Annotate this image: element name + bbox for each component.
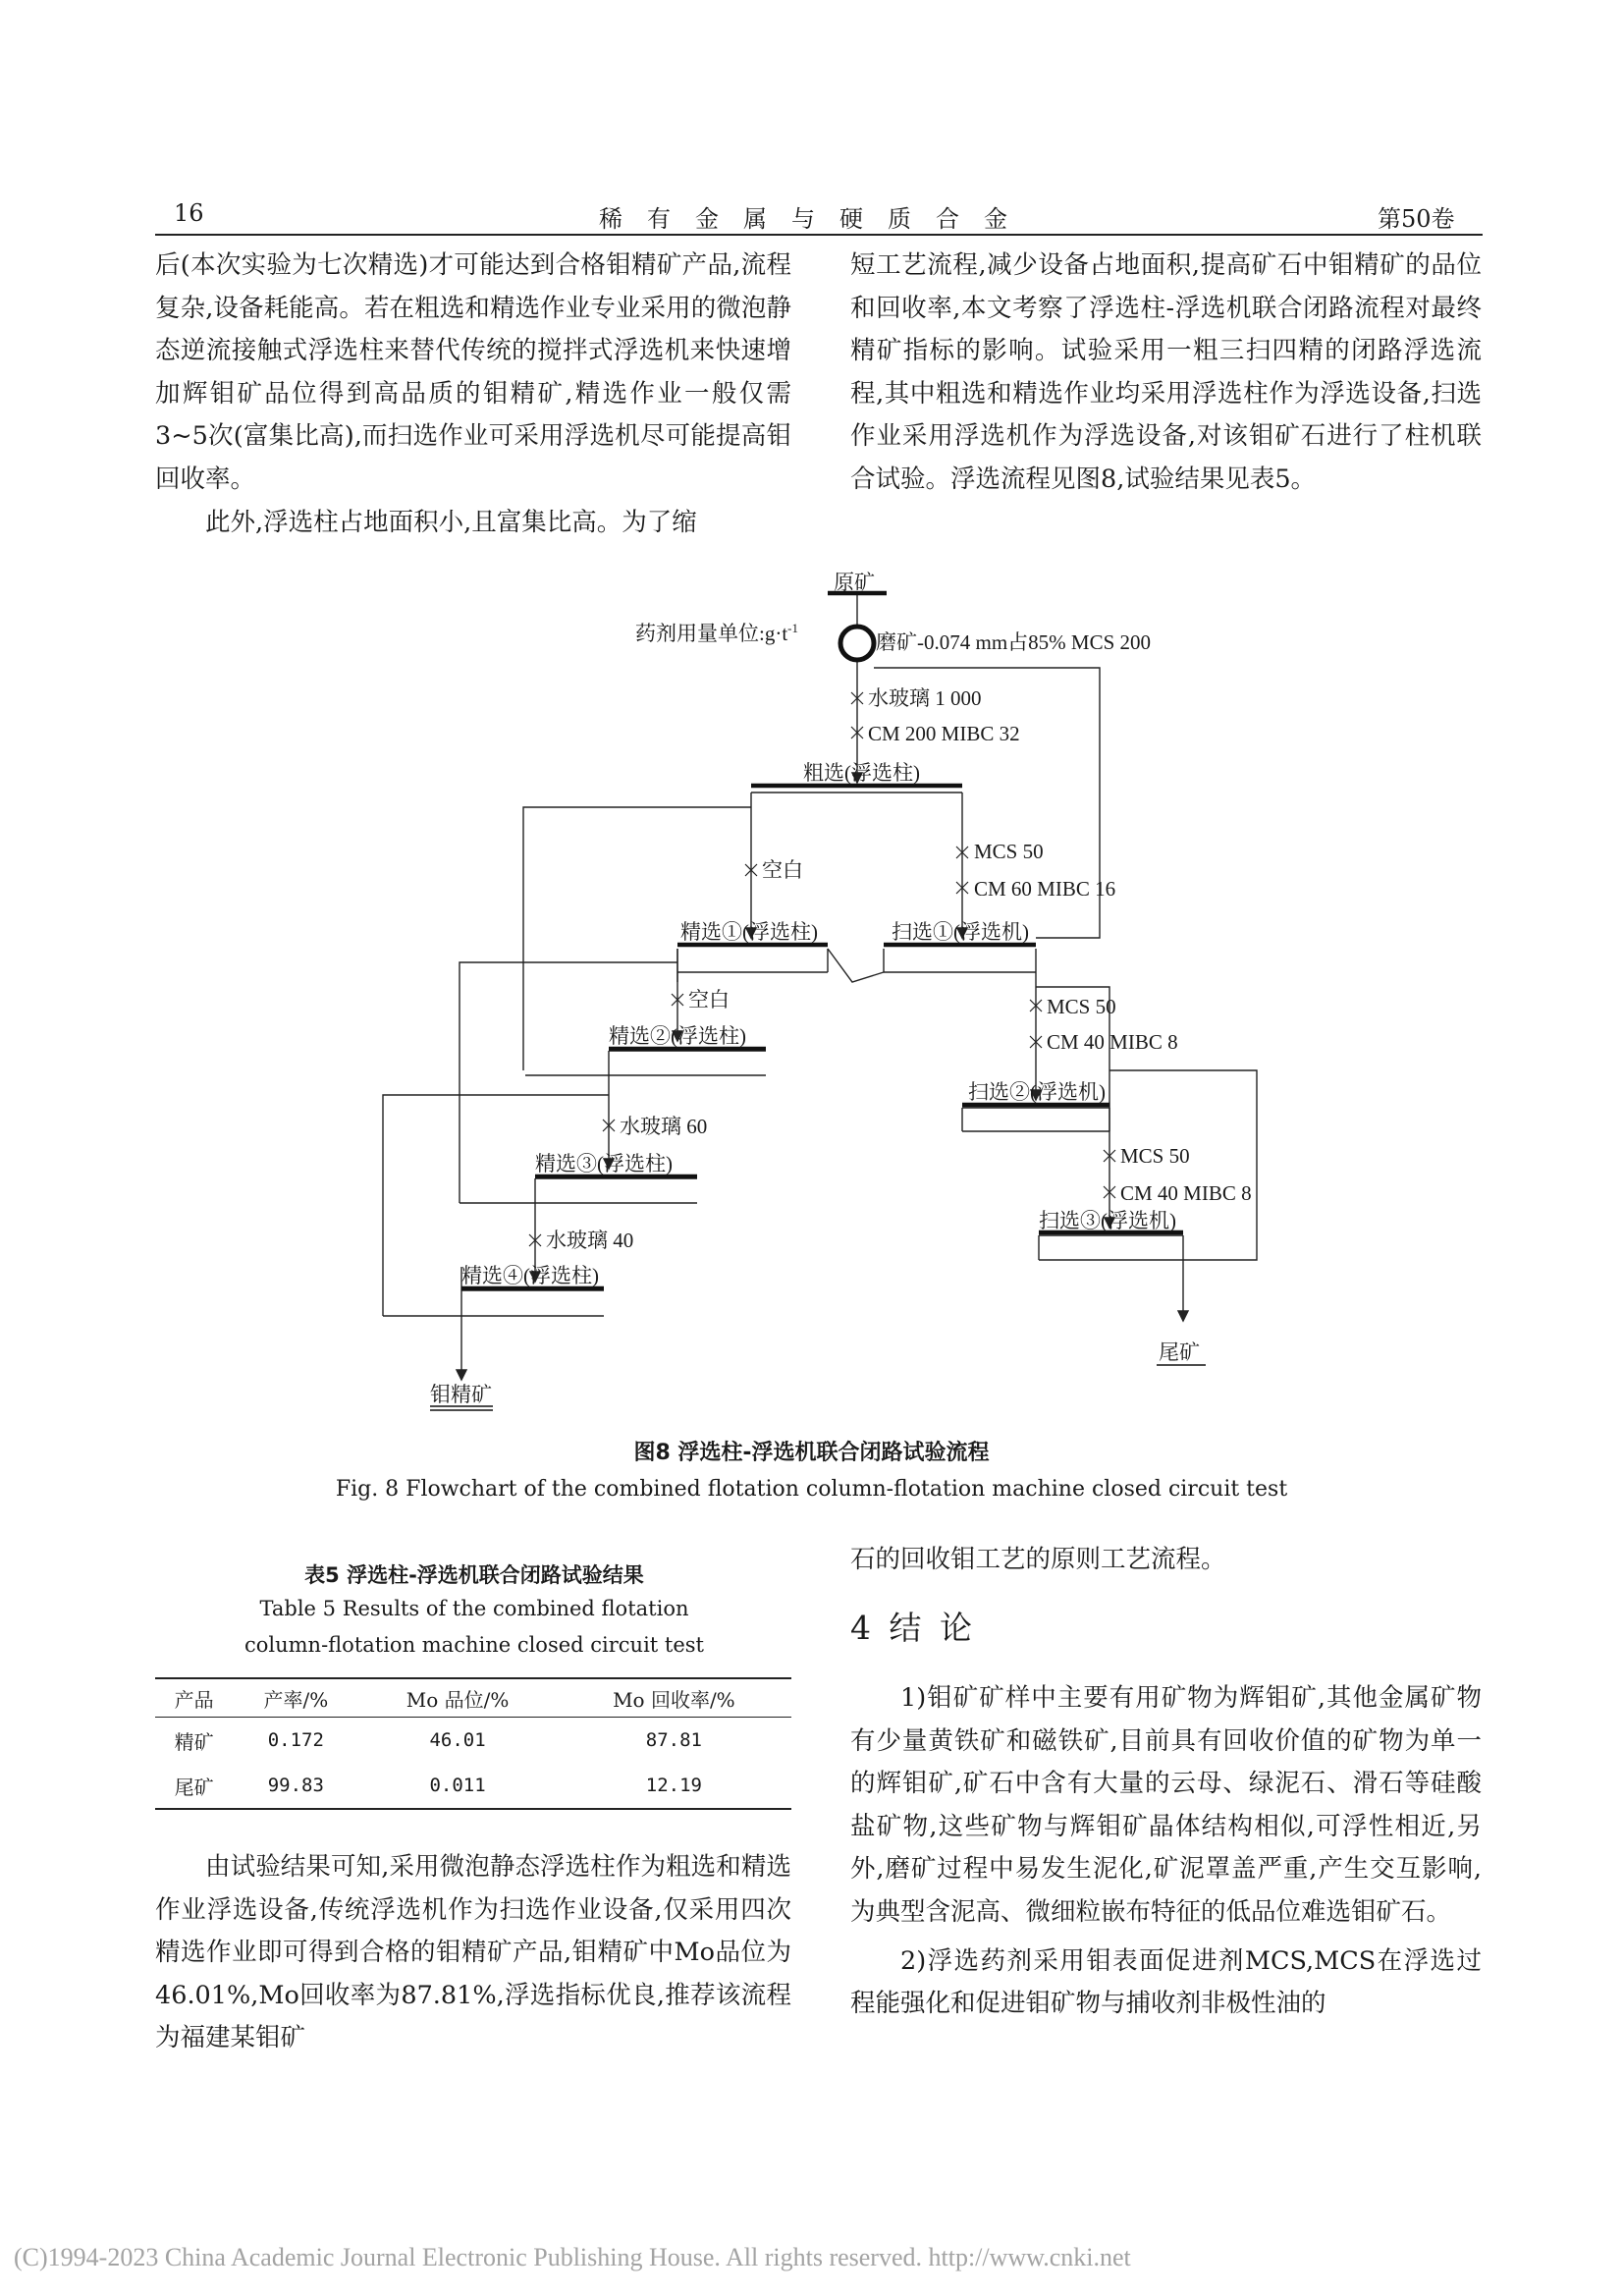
reagent-label: MCS 50 (974, 840, 1044, 863)
table-cell: 12.19 (557, 1763, 791, 1809)
process-bars (461, 593, 1183, 1288)
reagent-label: MCS 50 (1120, 1144, 1190, 1168)
paragraph: 2)浮选药剂采用钼表面促进剂MCS,MCS在浮选过程能强化和促进钼矿物与捕收剂非极性油的 (850, 1945, 1482, 2019)
table-row (155, 1763, 791, 1809)
column-header: 产率/% (233, 1678, 358, 1718)
figure-caption-en: Fig. 8 Flowchart of the combined flotation column-flotation machine closed circuit test (335, 1477, 1288, 1502)
reagent-label: 水玻璃 1 000 (868, 686, 982, 710)
flow-lines (383, 593, 1257, 1380)
table-title-cn: 表5 浮选柱-浮选机联合闭路试验结果 (304, 1563, 644, 1587)
results-table (155, 1677, 791, 1810)
table-title-en-1: Table 5 Results of the combined flotation (259, 1597, 689, 1620)
cleaner4-label: 精选④(浮选柱) (461, 1264, 599, 1287)
table-cell: 87.81 (645, 1729, 702, 1751)
cleaner1-label: 精选①(浮选柱) (680, 920, 818, 944)
copyright-footer: (C)1994-2023 China Academic Journal Electronic Publishing House. All rights reserved. http://www.cnki.net (14, 2243, 1131, 2271)
dosage-unit-label: 药剂用量单位$:g\cdot t^{-1}$ (635, 621, 799, 645)
journal-title: 稀有金属与硬质合金 (599, 205, 1032, 233)
right-column-bottom (850, 1677, 1482, 2026)
right-column-bottom-cont (850, 1539, 1482, 1582)
section-heading: 4 结 论 (850, 1609, 976, 1647)
reagent-label: CM 40 MIBC 8 (1047, 1030, 1178, 1054)
rougher-label: 粗选(浮选柱) (803, 761, 920, 785)
paragraph: 后(本次实验为七次精选)才可能达到合格钼精矿产品,流程复杂,设备耗能高。若在粗选和精选作业专业采用的微泡静态逆流接触式浮选柱来替代传统的搅拌式浮选机来快速增加辉钼矿品位得到高品质的钼精矿,精选作业一般仅需3~5次(富集比高),而扫选作业可采用浮选机尽可能提高钼回收率。 (155, 250, 791, 494)
page-number: 16 (174, 199, 204, 227)
arrow-icon (457, 1370, 466, 1380)
table-cell: 99.83 (233, 1763, 358, 1809)
scav2-label: 扫选②(浮选机) (968, 1080, 1106, 1104)
cleaner3-label: 精选③(浮选柱) (535, 1152, 673, 1175)
scav1-label: 扫选①(浮选机) (892, 920, 1029, 944)
arrow-icon (1178, 1311, 1188, 1321)
table-cell: 0.011 (358, 1763, 556, 1809)
reagent-label: CM 40 MIBC 8 (1120, 1181, 1252, 1205)
reagent-label: 空白 (688, 988, 730, 1011)
paragraph: 石的回收钼工艺的原则工艺流程。 (850, 1545, 1226, 1574)
column-header: Mo 品位/% (358, 1678, 556, 1718)
product-underlines (430, 1365, 1206, 1410)
reagent-label: CM 200 MIBC 32 (868, 722, 1020, 745)
left-column-bottom (155, 1846, 791, 2060)
table-cell: 46.01 (429, 1729, 486, 1751)
reagent-label: 水玻璃 60 (620, 1115, 708, 1138)
reagent-label: 空白 (762, 858, 803, 882)
paragraph: 短工艺流程,减少设备占地面积,提高矿石中钼精矿的品位和回收率,本文考察了浮选柱-浮选机联合闭路流程对最终精矿指标的影响。试验采用一粗三扫四精的闭路浮选流程,其中粗选和精选作业均采用浮选柱作为浮选设备,扫选作业采用浮选机作为浮选设备,对该钼矿石进行了柱机联合试验。浮选流程见图8,试验结果见表5。 (850, 250, 1482, 494)
reagent-label: MCS 50 (1047, 995, 1116, 1018)
table-title-en-2: column-flotation machine closed circuit test (243, 1633, 704, 1657)
grinding-label: 磨矿-0.074 mm占85% MCS 200 (876, 630, 1152, 654)
column-header: Mo 回收率/% (557, 1678, 791, 1718)
table-row (155, 1718, 791, 1764)
table-cell: 精矿 (174, 1729, 214, 1754)
cleaner2-label: 精选②(浮选柱) (609, 1024, 746, 1048)
table-header-row (155, 1678, 791, 1718)
concentrate-label: 钼精矿 (430, 1383, 492, 1406)
reagent-label: 水玻璃 40 (546, 1229, 634, 1252)
volume-label: 第50卷 (1378, 205, 1455, 233)
paragraph: 1)钼矿矿样中主要有用矿物为辉钼矿,其他金属矿物有少量黄铁矿和磁铁矿,目前具有回收价值的矿物为单一的辉钼矿,矿石中含有大量的云母、绿泥石、滑石等硅酸盐矿物,这些矿物与辉钼矿晶体结构相似,可浮性相近,另外,磨矿过程中易发生泥化,矿泥罩盖严重,产生交互影响,为典型含泥高、微细粒嵌布特征的低品位难选钼矿石。 (850, 1683, 1482, 1927)
paragraph: 由试验结果可知,采用微泡静态浮选柱作为粗选和精选作业浮选设备,传统浮选机作为扫选作业设备,仅采用四次精选作业即可得到合格的钼精矿产品,钼精矿中Mo品位为46.01%,Mo回收率为87.81%,浮选指标优良,推荐该流程为福建某钼矿 (155, 1852, 791, 2053)
feed-label: 原矿 (834, 571, 875, 594)
figure-caption-cn: 图8 浮选柱-浮选机联合闭路试验流程 (633, 1441, 990, 1465)
reagent-label: CM 60 MIBC 16 (974, 877, 1116, 901)
table-cell: 0.172 (267, 1729, 324, 1751)
table-cell: 尾矿 (155, 1763, 233, 1809)
paragraph: 此外,浮选柱占地面积小,且富集比高。为了缩 (205, 507, 697, 537)
column-header: 产品 (155, 1678, 233, 1718)
tailings-label: 尾矿 (1159, 1340, 1200, 1364)
grinding-circle-icon (840, 627, 874, 660)
scav3-label: 扫选③(浮选机) (1039, 1209, 1176, 1232)
